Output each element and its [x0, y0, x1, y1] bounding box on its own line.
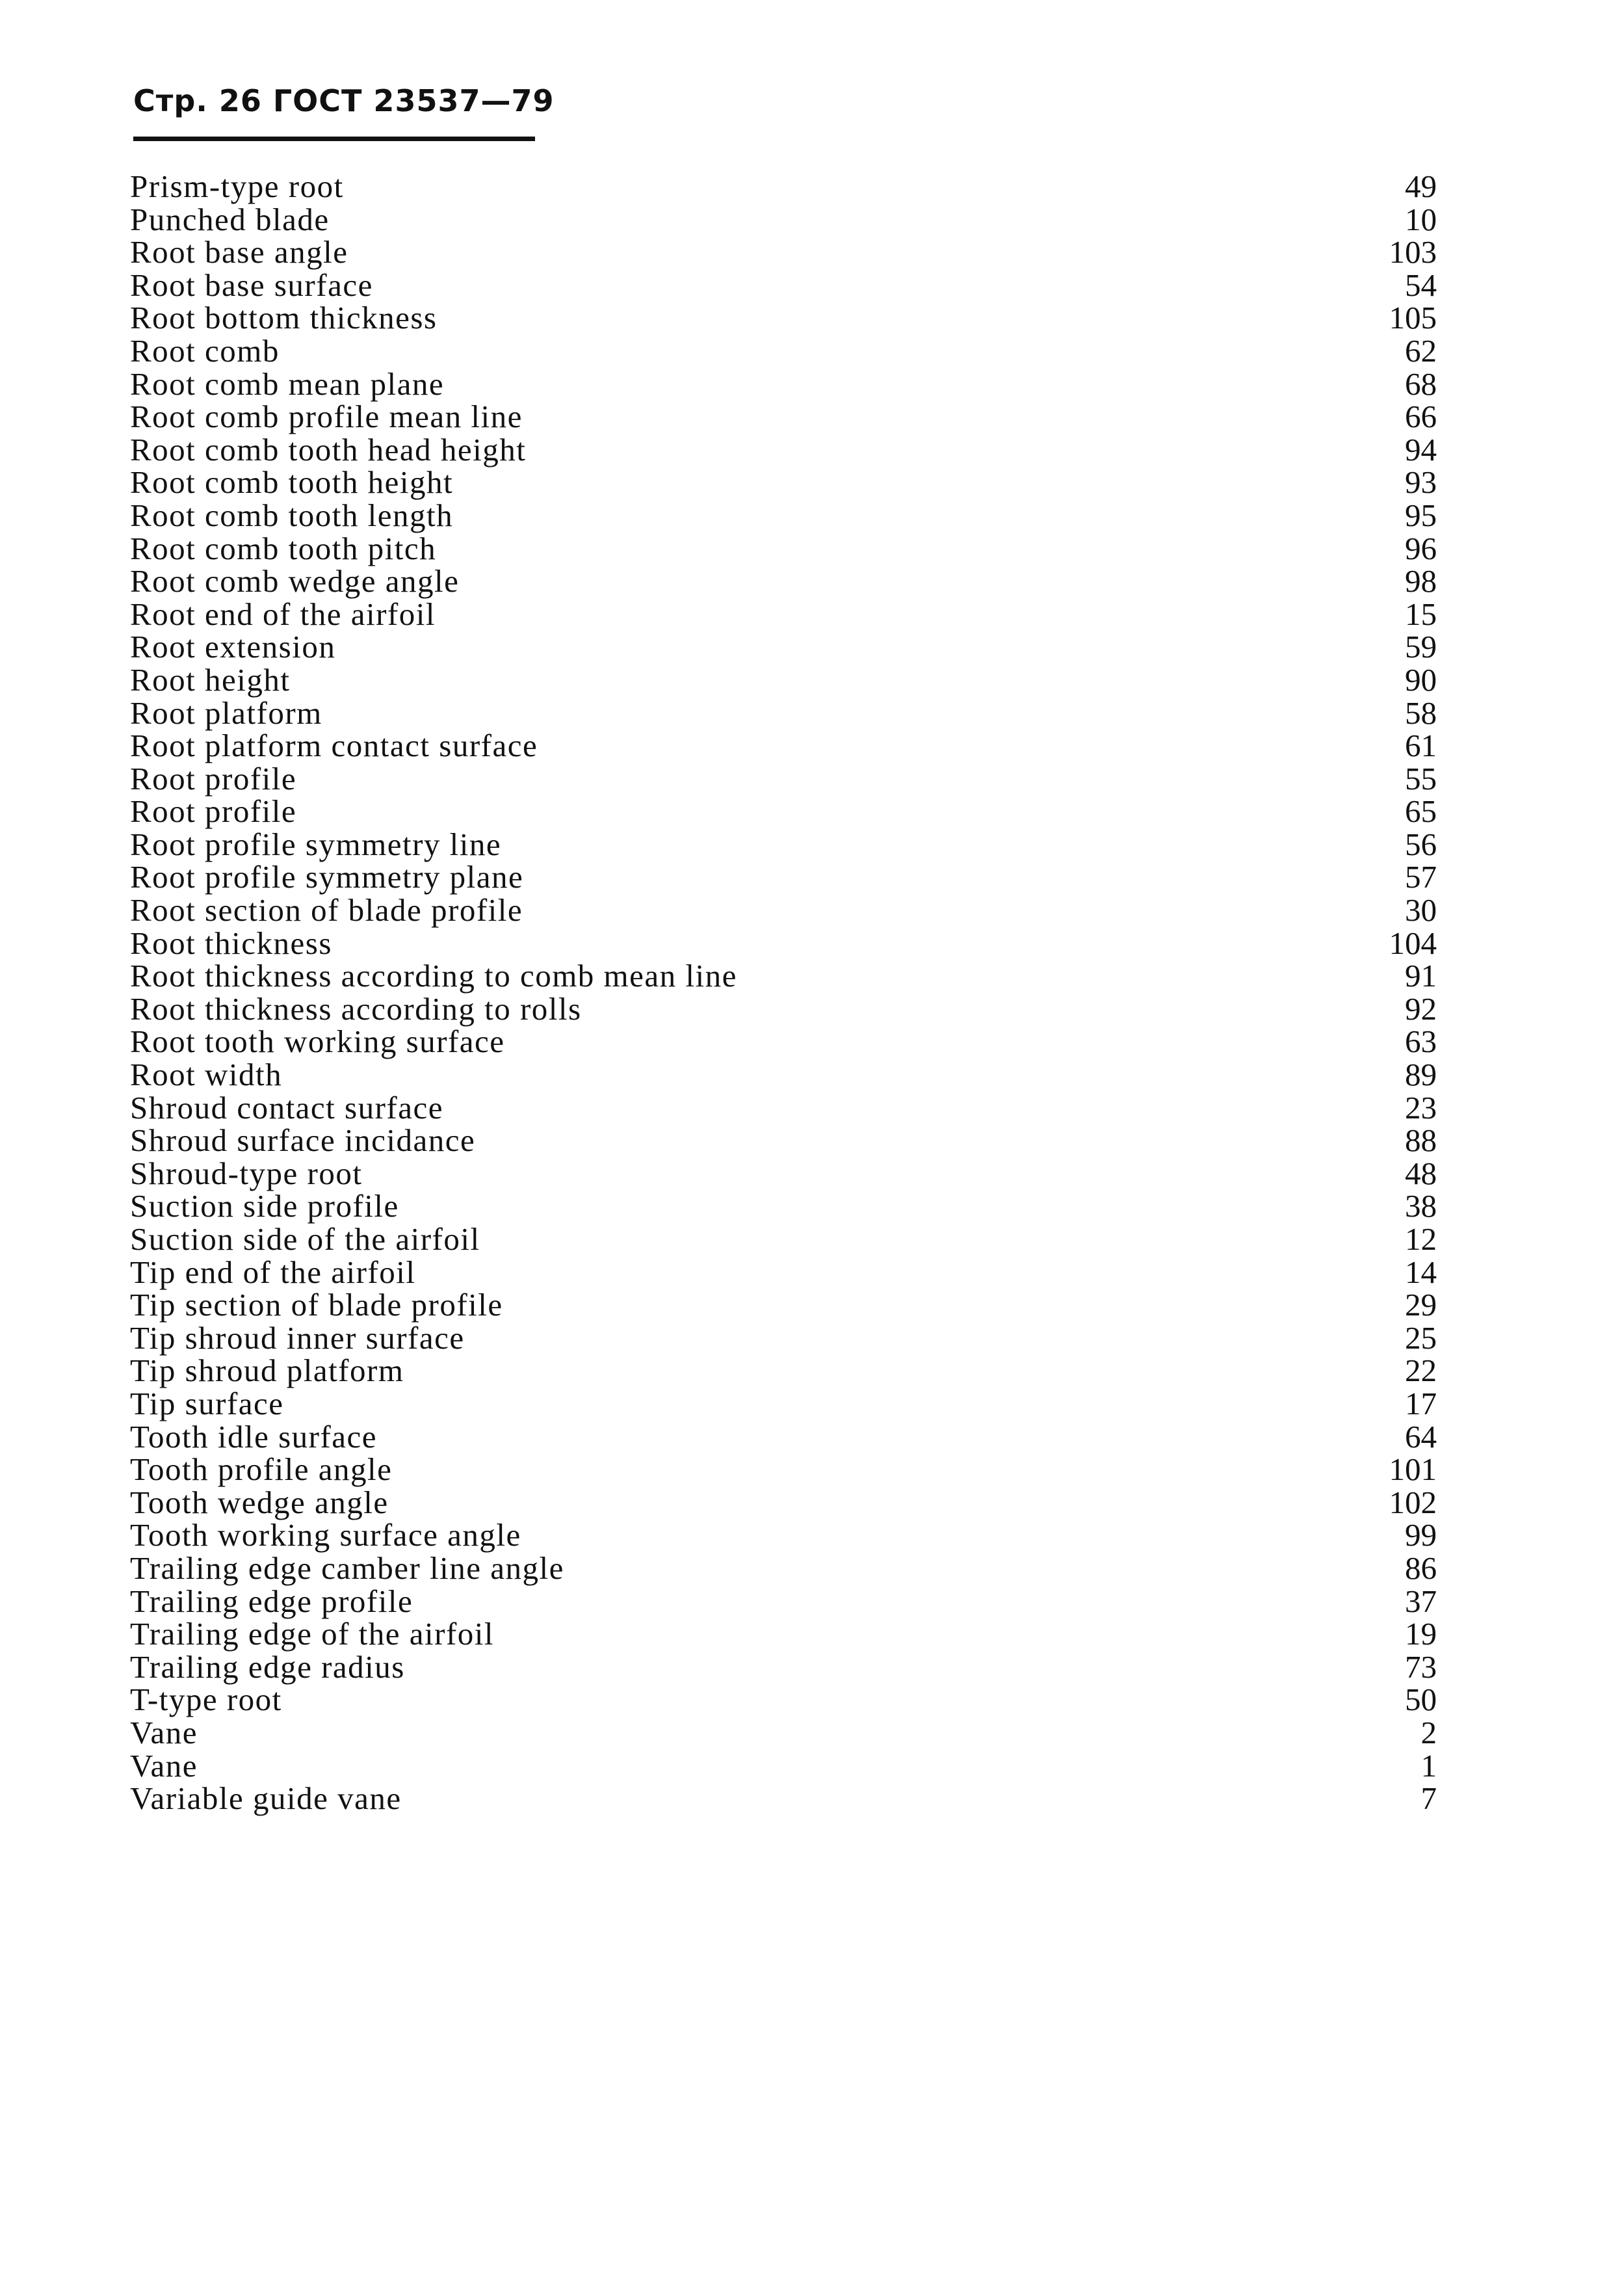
index-number: 38	[1405, 1188, 1437, 1224]
index-term: Suction side profile	[130, 1188, 399, 1224]
index-term: Root comb tooth head height	[130, 431, 527, 468]
index-entry	[130, 1453, 1437, 1486]
index-number: 62	[1405, 332, 1437, 369]
index-entry	[130, 894, 1437, 927]
index-entry	[130, 795, 1437, 828]
index-term: Root comb	[130, 332, 280, 369]
index-number: 104	[1389, 925, 1437, 961]
index-term: Root bottom thickness	[130, 300, 438, 336]
index-term: Root thickness according to rolls	[130, 990, 582, 1027]
index-number: 55	[1405, 760, 1437, 797]
index-entry	[130, 1289, 1437, 1322]
index-entry	[130, 1486, 1437, 1520]
index-number: 14	[1405, 1254, 1437, 1290]
index-number: 10	[1405, 201, 1437, 237]
index-entry	[130, 661, 1437, 698]
index-entry	[130, 499, 1437, 533]
index-entry	[130, 861, 1437, 894]
index-entry	[130, 1025, 1437, 1059]
index-entry	[130, 1223, 1437, 1256]
index-term: T-type root	[130, 1682, 282, 1718]
index-number: 57	[1405, 859, 1437, 895]
index-term: Root height	[130, 661, 291, 698]
index-number: 23	[1405, 1089, 1437, 1126]
index-number: 73	[1405, 1648, 1437, 1685]
index-number: 66	[1405, 399, 1437, 435]
index-term: Root comb profile mean line	[130, 399, 523, 435]
index-term: Root comb wedge angle	[130, 563, 460, 600]
index-term: Root thickness	[130, 925, 332, 961]
index-entry	[130, 1585, 1437, 1618]
index-number: 1	[1421, 1747, 1437, 1784]
index-number: 101	[1389, 1451, 1437, 1488]
index-term: Root tooth working surface	[130, 1023, 505, 1060]
index-entry	[130, 1418, 1437, 1455]
index-term: Root comb tooth height	[130, 464, 454, 501]
index-entry	[130, 631, 1437, 664]
index-entry	[130, 1648, 1437, 1685]
index-entry	[130, 1190, 1437, 1223]
index-number: 68	[1405, 365, 1437, 402]
index-term: Root section of blade profile	[130, 892, 523, 929]
index-number: 22	[1405, 1353, 1437, 1389]
index-term: Tooth idle surface	[130, 1418, 378, 1455]
index-term: Root comb tooth pitch	[130, 530, 437, 566]
index-term: Root profile	[130, 760, 297, 797]
index-number: 54	[1405, 267, 1437, 303]
index-number: 88	[1405, 1122, 1437, 1159]
index-term: Root extension	[130, 629, 336, 665]
index-number: 17	[1405, 1385, 1437, 1421]
index-number: 96	[1405, 530, 1437, 566]
index-number: 48	[1405, 1155, 1437, 1191]
index-number: 94	[1405, 431, 1437, 468]
index-entry	[130, 1089, 1437, 1126]
index-number: 56	[1405, 826, 1437, 862]
index-entry	[130, 927, 1437, 960]
index-number: 102	[1389, 1484, 1437, 1520]
index-term: Tip end of the airfoil	[130, 1254, 416, 1290]
index-number: 30	[1405, 892, 1437, 929]
page-header: Стр. 26 ГОСТ 23537—79	[133, 83, 555, 118]
index-entry	[130, 431, 1437, 468]
index-number: 49	[1405, 168, 1437, 204]
index-term: Vane	[130, 1714, 198, 1750]
index-term: Prism-type root	[130, 168, 344, 204]
index-term: Suction side of the airfoil	[130, 1221, 480, 1257]
index-entry	[130, 1683, 1437, 1717]
index-number: 99	[1405, 1517, 1437, 1553]
index-entry	[130, 401, 1437, 434]
index-number: 25	[1405, 1319, 1437, 1356]
index-number: 95	[1405, 497, 1437, 533]
index-number: 59	[1405, 629, 1437, 665]
index-term: Punched blade	[130, 201, 330, 237]
index-number: 58	[1405, 694, 1437, 731]
header-rule	[133, 137, 535, 141]
index-entry	[130, 170, 1437, 204]
index-number: 12	[1405, 1221, 1437, 1257]
index-term: Root comb mean plane	[130, 365, 445, 402]
index-entry	[130, 1124, 1437, 1157]
index-list	[130, 170, 1437, 1815]
index-term: Shroud-type root	[130, 1155, 363, 1191]
index-entry	[130, 960, 1437, 993]
index-term: Shroud surface incidance	[130, 1122, 476, 1159]
index-entry	[130, 1782, 1437, 1815]
index-term: Root end of the airfoil	[130, 596, 436, 632]
index-number: 92	[1405, 990, 1437, 1027]
index-term: Tooth wedge angle	[130, 1484, 389, 1520]
index-term: Root width	[130, 1057, 283, 1093]
index-number: 37	[1405, 1583, 1437, 1619]
index-entry	[130, 1618, 1437, 1651]
index-term: Root thickness according to comb mean line	[130, 958, 737, 994]
index-term: Trailing edge radius	[130, 1648, 405, 1685]
index-term: Tip section of blade profile	[130, 1287, 503, 1323]
index-entry	[130, 990, 1437, 1027]
index-entry	[130, 1385, 1437, 1421]
index-term: Tip shroud inner surface	[130, 1319, 465, 1356]
index-number: 93	[1405, 464, 1437, 501]
index-number: 64	[1405, 1418, 1437, 1455]
index-term: Vane	[130, 1747, 198, 1784]
index-number: 91	[1405, 958, 1437, 994]
index-term: Tooth working surface angle	[130, 1517, 521, 1553]
index-entry	[130, 466, 1437, 499]
index-number: 19	[1405, 1616, 1437, 1652]
index-entry	[130, 236, 1437, 269]
index-entry	[130, 1552, 1437, 1585]
index-term: Trailing edge profile	[130, 1583, 413, 1619]
index-number: 50	[1405, 1682, 1437, 1718]
index-term: Root profile	[130, 793, 297, 830]
index-number: 86	[1405, 1550, 1437, 1586]
index-term: Root profile symmetry line	[130, 826, 502, 862]
index-number: 7	[1421, 1780, 1437, 1817]
index-term: Shroud contact surface	[130, 1089, 443, 1126]
index-entry	[130, 565, 1437, 598]
index-entry	[130, 201, 1437, 237]
index-entry	[130, 1256, 1437, 1289]
index-entry	[130, 1059, 1437, 1092]
index-entry	[130, 1519, 1437, 1552]
index-entry	[130, 1354, 1437, 1388]
index-term: Root profile symmetry plane	[130, 859, 524, 895]
index-term: Root base angle	[130, 234, 348, 271]
index-term: Root platform	[130, 694, 322, 731]
index-term: Root comb tooth length	[130, 497, 454, 533]
index-entry	[130, 302, 1437, 335]
index-number: 105	[1389, 300, 1437, 336]
index-term: Tip surface	[130, 1385, 284, 1421]
index-number: 29	[1405, 1287, 1437, 1323]
index-number: 63	[1405, 1023, 1437, 1060]
index-entry	[130, 828, 1437, 862]
index-term: Tip shroud platform	[130, 1353, 404, 1389]
index-term: Trailing edge of the airfoil	[130, 1616, 495, 1652]
index-entry	[130, 694, 1437, 731]
index-term: Tooth profile angle	[130, 1451, 393, 1488]
index-term: Trailing edge camber line angle	[130, 1550, 564, 1586]
index-entry	[130, 730, 1437, 763]
index-entry	[130, 598, 1437, 631]
index-entry	[130, 1747, 1437, 1784]
index-entry	[130, 269, 1437, 302]
index-entry	[130, 332, 1437, 369]
index-number: 15	[1405, 596, 1437, 632]
index-number: 65	[1405, 793, 1437, 830]
index-number: 98	[1405, 563, 1437, 600]
index-number: 61	[1405, 728, 1437, 764]
index-term: Root base surface	[130, 267, 373, 303]
index-number: 103	[1389, 234, 1437, 271]
index-number: 2	[1421, 1714, 1437, 1750]
index-term: Variable guide vane	[130, 1780, 402, 1817]
index-entry	[130, 1319, 1437, 1356]
index-number: 90	[1405, 661, 1437, 698]
index-entry	[130, 1157, 1437, 1191]
index-term: Root platform contact surface	[130, 728, 538, 764]
index-entry	[130, 365, 1437, 402]
index-number: 89	[1405, 1057, 1437, 1093]
index-entry	[130, 760, 1437, 797]
index-entry	[130, 1714, 1437, 1750]
index-entry	[130, 530, 1437, 566]
